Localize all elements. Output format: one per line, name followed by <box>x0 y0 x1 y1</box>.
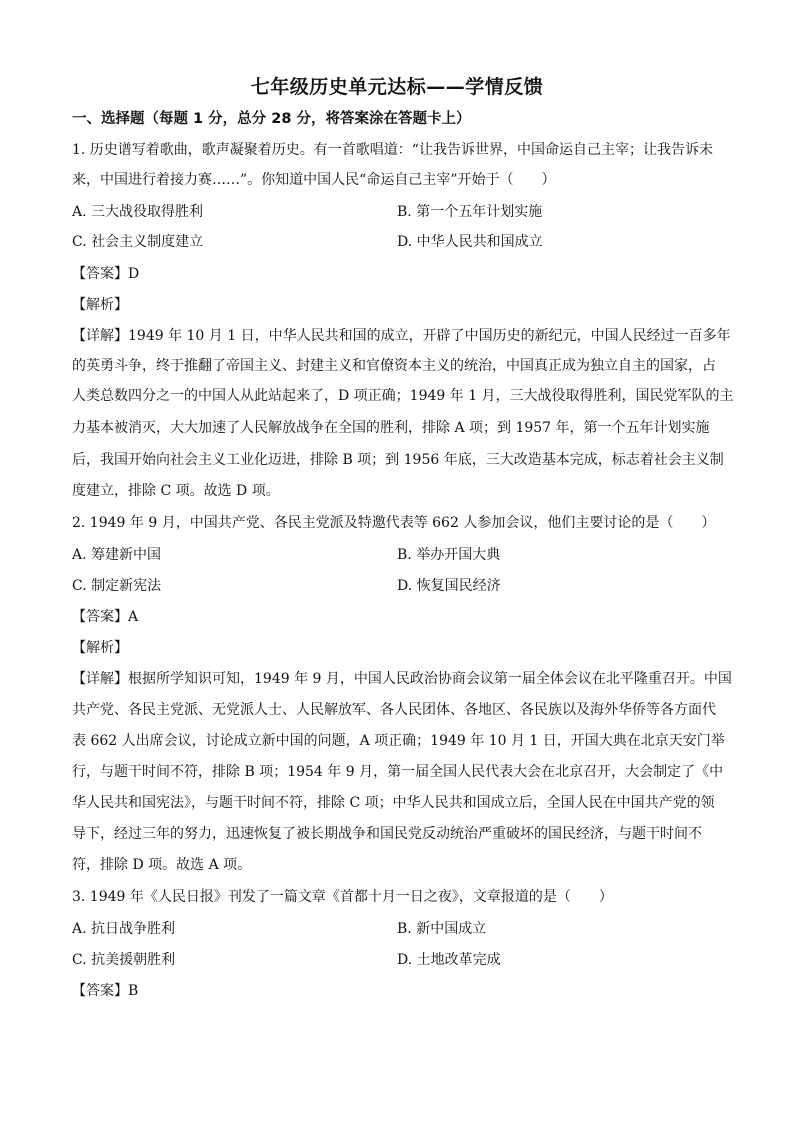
q3-answer: 【答案】B <box>72 983 139 999</box>
q2-option-b: B. 举办开国大典 <box>397 547 501 563</box>
q1-answer: 【答案】D <box>72 266 140 282</box>
page-title: 七年级历史单元达标——学情反馈 <box>250 76 544 98</box>
q3-stem-line-1: 3. 1949 年《人民日报》刊发了一篇文章《首都十月一日之夜》，文章报道的是（ ） <box>72 889 613 905</box>
q1-option-c: C. 社会主义制度建立 <box>72 234 204 250</box>
q2-detail-line-4: 行，与题干时间不符，排除 B 项；1954 年 9 月，第一届全国人民代表大会在北京召开，大会制定了《中 <box>72 764 724 780</box>
q1-option-b: B. 第一个五年计划实施 <box>397 204 543 220</box>
q2-detail-line-7: 符，排除 D 项。故选 A 项。 <box>72 857 252 873</box>
q1-detail-line-1: 【详解】1949 年 10 月 1 日，中华人民共和国的成立，开辟了中国历史的新纪元，中国人民经过一百多年 <box>72 328 731 344</box>
q1-option-a: A. 三大战役取得胜利 <box>72 204 204 220</box>
q2-option-c: C. 制定新宪法 <box>72 578 162 594</box>
q2-detail-line-2: 共产党、各民主党派、无党派人士、人民解放军、各人民团体、各地区、各民族以及海外华侨等各方面代 <box>72 702 716 718</box>
q1-detail-line-2: 的英勇斗争，终于推翻了帝国主义、封建主义和官僚资本主义的统治，中国真正成为独立自主的国家，占 <box>72 358 716 374</box>
q2-detail-line-6: 导下，经过三年的努力，迅速恢复了被长期战争和国民党反动统治严重破坏的国民经济，与题干时间不 <box>72 826 702 842</box>
section-heading: 一、选择题（每题 1 分，总分 28 分，将答案涂在答题卡上） <box>72 111 471 127</box>
q1-option-d: D. 中华人民共和国成立 <box>397 234 543 250</box>
q1-detail-line-5: 后，我国开始向社会主义工业化迈进，排除 B 项；到 1956 年底，三大改造基本完成，标志着社会主义制 <box>72 452 724 468</box>
q1-stem-line-2: 来，中国进行着接力赛……”。你知道中国人民“命运自己主宰”开始于（ ） <box>72 172 556 188</box>
q2-option-a: A. 筹建新中国 <box>72 547 162 563</box>
q3-option-b: B. 新中国成立 <box>397 921 487 937</box>
q3-option-c: C. 抗美援朝胜利 <box>72 952 176 968</box>
q2-detail-line-3: 表 662 人出席会议，讨论成立新中国的问题，A 项正确；1949 年 10 月 1 日，开国大典在北京天安门举 <box>72 733 725 749</box>
q1-detail-line-4: 力基本被消灭，大大加速了人民解放战争在全国的胜利，排除 A 项；到 1957 年，第一个五年计划实施 <box>72 420 710 436</box>
q1-stem-line-1: 1. 历史谱写着歌曲，歌声凝聚着历史。有一首歌唱道：“让我告诉世界，中国命运自己主宰；让我告诉未 <box>72 142 713 158</box>
q1-detail-line-6: 度建立，排除 C 项。故选 D 项。 <box>72 483 280 499</box>
q2-detail-line-1: 【详解】根据所学知识可知，1949 年 9 月，中国人民政治协商会议第一届全体会议在北平隆重召开。中国 <box>72 671 732 687</box>
q2-analysis-label: 【解析】 <box>72 640 128 656</box>
q1-analysis-label: 【解析】 <box>72 297 128 313</box>
q1-detail-line-3: 人类总数四分之一的中国人从此站起来了，D 项正确；1949 年 1 月，三大战役取得胜利，国民党军队的主 <box>72 388 734 404</box>
q3-option-a: A. 抗日战争胜利 <box>72 921 176 937</box>
q2-detail-line-5: 华人民共和国宪法》，与题干时间不符，排除 C 项；中华人民共和国成立后，全国人民在中国共产党的领 <box>72 795 715 811</box>
q2-stem-line-1: 2. 1949 年 9 月，中国共产党、各民主党派及特邀代表等 662 人参加会议，他们主要讨论的是（ ） <box>72 515 716 531</box>
q3-option-d: D. 土地改革完成 <box>397 952 501 968</box>
q2-answer: 【答案】A <box>72 609 139 625</box>
q2-option-d: D. 恢复国民经济 <box>397 578 501 594</box>
